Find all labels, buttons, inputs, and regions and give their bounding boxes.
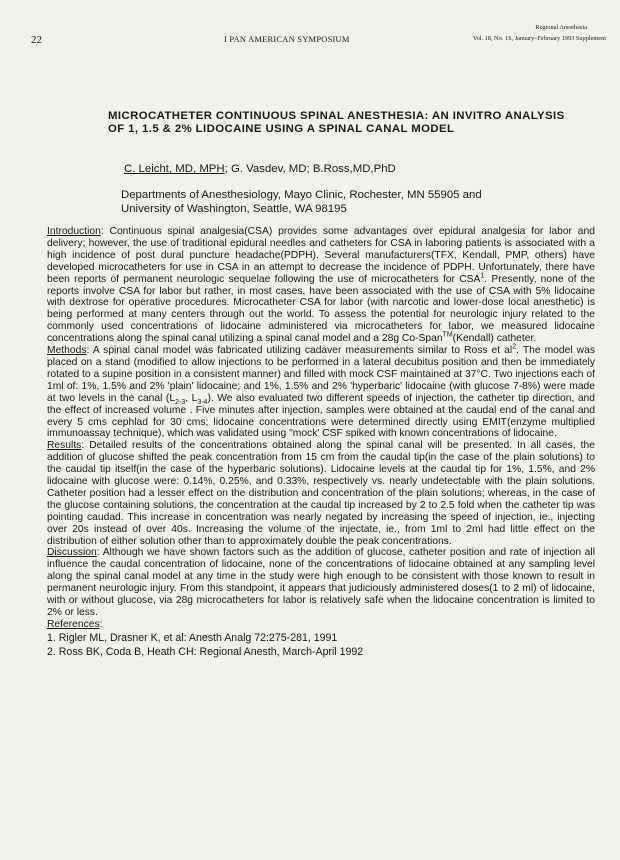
references-heading — [47, 619, 595, 631]
references-colon: : — [99, 618, 103, 630]
discussion-label: Discussion — [47, 547, 97, 559]
introduction-text-2: . Presently, none of the reports involve CSA for labor but rather, in most cases, have been associated with the use of CSA with 5% lidocaine with dextrose for operative procedures. Microcatheter CSA for labor (with narcotic and lower-dose local anesthetic) is being performed at many centers through out the world. To assess the potential for neurologic injury related to the commonly used concentrations of lidocaine administered via microcatheters for labor, we measured lidocaine concentrations along the spinal canal utilizing a spinal canal model and a 28g Co-Span — [47, 273, 595, 345]
introduction-paragraph — [47, 226, 595, 345]
methods-paragraph — [47, 345, 595, 440]
affiliation-line-2: University of Washington, Seattle, WA 98195 — [121, 203, 347, 215]
affiliation — [121, 188, 482, 216]
reference-list — [47, 631, 595, 659]
introduction-text-3: (Kendall) catheter. — [452, 333, 537, 345]
author-others: ; G. Vasdev, MD; B.Ross,MD,PhD — [224, 163, 396, 175]
results-text: : Detailed results of the concentrations obtained along the spinal canal will be presented. In all cases, the addition of glucose shifted the peak concentration from 15 cm from the caudal tip(in the case of the plain solutions) to the caudal tip itself(in the case of the hyperbaric solutions). Lidocaine levels at the caudal tip for 1%, 1.5%, and 2% lidocaine with glucose were: 0.14%, 0.25%, and 0.33%, respectively vs. nearly undetectable with the plain solutions. Catheter position had a lesser effect on the distribution and concentration of the plain solutions; whereas, in the case of the glucose containing solutions, the concentration at the caudal tip increased by 2 to 2.5 fold when the catheter tip was pointing caudad. This increase in concentration was nearly negated by increasing the speed of injection, ie., injecting over 20s instead of over 40s. Increasing the volume of the injectate, ie., from 1ml to 2ml had little effect on the distribution of either solution other than to approximately double the peak concentrations. — [47, 440, 595, 547]
methods-text-1: : A spinal canal model was fabricated utilizing cadaver measurements similar to Ross et al — [86, 345, 513, 357]
introduction-label: Introduction — [47, 226, 101, 237]
page-number: 22 — [31, 34, 42, 46]
paper-title: MICROCATHETER CONTINUOUS SPINAL ANESTHESIA: AN INVITRO ANALYSIS OF 1, 1.5 & 2% LIDOCAINE USING A SPINAL CANAL MODEL — [108, 110, 565, 135]
reference-item: 2. Ross BK, Coda B, Heath CH: Regional Anesth, March-April 1992 — [47, 645, 364, 658]
authors — [124, 163, 396, 175]
journal-name: Regional Anesthesia — [535, 24, 587, 31]
discussion-paragraph — [47, 547, 595, 618]
methods-label: Methods — [47, 345, 87, 357]
introduction-text-1: : Continuous spinal analgesia(CSA) provides some advantages over epidural analgesia for labor and delivery; however, the use of traditional epidural needles and catheters for CSA in laboring patients is associated with a high incidence of post dural puncture headache(PDPH). Several manufacturers(TFX, Kendall, PMP, others) have developed microcatheters for use in CSA in an attempt to decrease the incidence of PDPH. Unfortunately, there have been reports of permanent neurologic sequelae following the use of microcatheters for CSA — [47, 226, 595, 285]
methods-text-4: ). We also evaluated two different speeds of injection, the catheter tip direction, and the effect of increased volume . Five minutes after injection, samples were obtained at the caudal end of the canal and every 5 cms cephlad for 30 cms; lidocaine concentrations were determined directly using EMIT(enzyme multiplied immunoassay technique), which was validated using "mock' CSF spiked with known concentrations of lidocaine. — [47, 392, 595, 440]
references-label: References — [47, 618, 100, 630]
level-subscript-b: 3-4 — [197, 398, 208, 406]
citation-1: 1 — [480, 272, 485, 280]
running-title: I PAN AMERICAN SYMPOSIUM — [224, 34, 350, 44]
affiliation-line-1: Departments of Anesthesiology, Mayo Clinic, Rochester, MN 55905 and — [121, 189, 482, 201]
level-subscript-a: 2-3 — [175, 398, 186, 406]
trademark-mark: TM — [442, 331, 453, 339]
methods-text-3: , L — [185, 392, 198, 404]
citation-2: 2 — [512, 343, 517, 351]
results-label: Results — [47, 440, 82, 452]
journal-volume: Vol. 18, No. 1S, January–February 1993 Supplement — [472, 35, 606, 42]
results-paragraph — [47, 440, 595, 547]
author-presenting: C. Leicht, MD, MPH — [124, 163, 225, 175]
abstract-body — [47, 226, 595, 659]
methods-text-2: . The model was placed on a stand (modified to allow injections to be performed in a lateral decubitus position and then be immediately rotated to a supine position in a consistent manner) and filled with mock CSF maintained at 37°C. Two injections each of 1ml of: 1%, 1.5% and 2% 'plain' lidocaine; and 1%, 1.5% and 2% 'hyperbaric' lidocaine (with glucose 7-8%) were made at two levels in the canal (L — [47, 345, 595, 404]
reference-item: 1. Rigler ML, Drasner K, et al: Anesth Analg 72:275-281, 1991 — [47, 631, 338, 644]
discussion-text: : Although we have shown factors such as the addition of glucose, catheter position and rate of injection all influence the caudal concentration of lidocaine, none of the concentrations of lidocaine obtained at any sampling level along the spinal canal model at any time in the study were high enough to be consistent with those known to result in permanent neurologic injury. From this standpoint, it appears that judiciously administered doses(1 to 2 ml) of lidocaine, with or without glucose, via 28g microcatheters for labor is relatively safe when the lidocaine concentration is limited to 2% or less. — [47, 547, 595, 618]
